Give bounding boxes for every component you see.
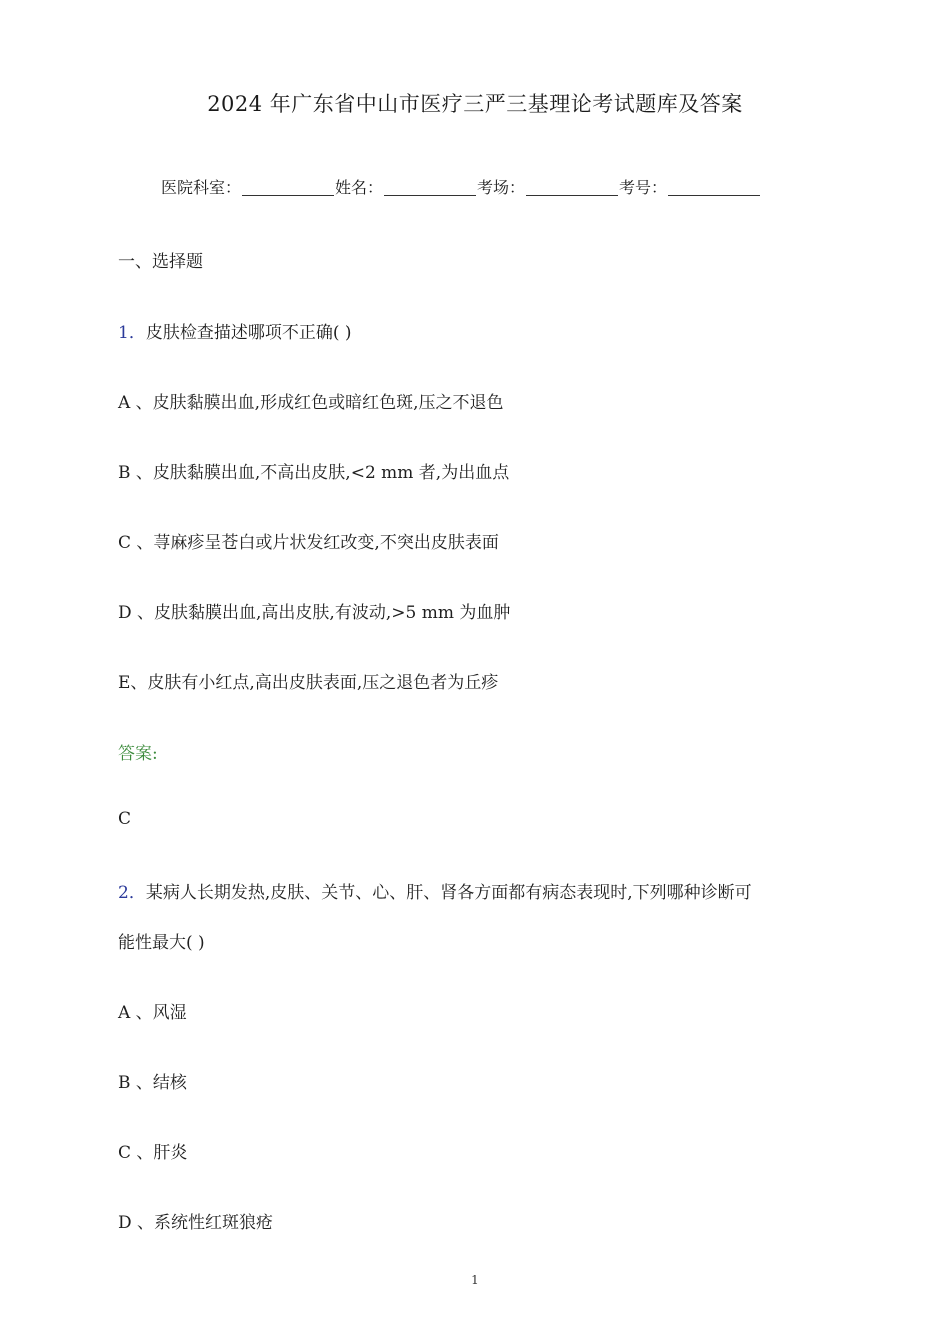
question-text: 某病人长期发热,皮肤、关节、心、肝、肾各方面都有病态表现时,下列哪种诊断可 (145, 883, 752, 903)
name-blank (384, 179, 476, 196)
exam-number-label: 考号： (619, 178, 668, 197)
question-2-option-c: C 、肝炎 (118, 1143, 188, 1163)
exam-info-line (161, 175, 761, 198)
question-2-stem (118, 878, 752, 903)
department-blank (242, 179, 334, 196)
question-1-answer-label: 答案: (118, 744, 158, 764)
question-2-stem-continued: 能性最大( ) (118, 933, 205, 953)
department-label: 医院科室： (161, 178, 242, 197)
question-number: 2． (118, 883, 146, 903)
question-number: 1． (118, 323, 146, 343)
question-1-option-e: E、皮肤有小红点,高出皮肤表面,压之退色者为丘疹 (118, 673, 499, 693)
exam-room-label: 考场： (477, 178, 526, 197)
question-2-option-d: D 、系统性红斑狼疮 (118, 1213, 274, 1233)
question-text: 皮肤检查描述哪项不正确( ) (145, 323, 352, 343)
exam-number-blank (668, 179, 760, 196)
question-1-answer: C (118, 809, 132, 829)
document-title: 2024 年广东省中山市医疗三严三基理论考试题库及答案 (207, 92, 743, 116)
question-1-option-a: A 、皮肤黏膜出血,形成红色或暗红色斑,压之不退色 (118, 393, 504, 413)
question-1-option-d: D 、皮肤黏膜出血,高出皮肤,有波动,>5 mm 为血肿 (118, 603, 511, 623)
page-number: 1 (471, 1273, 479, 1287)
exam-room-blank (526, 179, 618, 196)
question-1-stem (118, 318, 352, 343)
section-heading: 一、选择题 (118, 252, 203, 272)
question-1-option-c: C 、荨麻疹呈苍白或片状发红改变,不突出皮肤表面 (118, 533, 499, 553)
question-2-option-a: A 、风湿 (118, 1003, 187, 1023)
question-2-option-b: B 、结核 (118, 1073, 187, 1093)
question-1-option-b: B 、皮肤黏膜出血,不高出皮肤,<2 mm 者,为出血点 (118, 463, 510, 483)
name-label: 姓名： (335, 178, 384, 197)
